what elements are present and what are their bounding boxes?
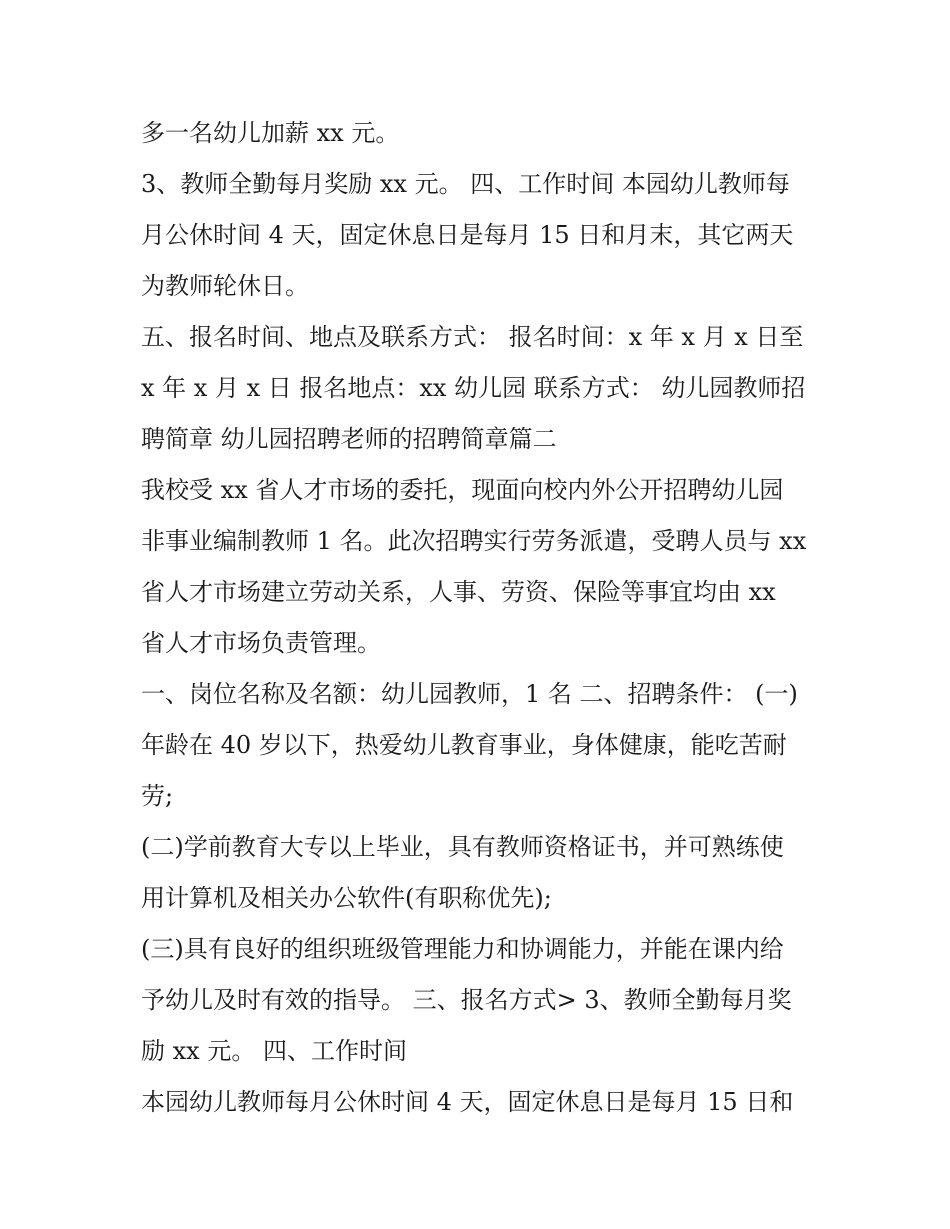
text-line: x 年 x 月 x 日 报名地点：xx 幼儿园 联系方式： 幼儿园教师招 xyxy=(141,374,806,402)
text-line: 年龄在 40 岁以下，热爱幼儿教育事业，身体健康，能吃苦耐 xyxy=(141,731,787,759)
text-line: (二)学前教育大专以上毕业，具有教师资格证书，并可熟练使 xyxy=(141,833,784,861)
text-line: 省人才市场负责管理。 xyxy=(141,629,381,657)
text-line: 聘简章 幼儿园招聘老师的招聘简章篇二 xyxy=(141,425,557,453)
text-line: 3、教师全勤每月奖励 xx 元。 四、工作时间 本园幼儿教师每 xyxy=(141,170,790,198)
text-line: 劳; xyxy=(141,782,174,810)
text-line: 非事业编制教师 1 名。此次招聘实行劳务派遣，受聘人员与 xx xyxy=(141,527,807,555)
text-line: 为教师轮休日。 xyxy=(141,272,309,300)
text-line: 予幼儿及时有效的指导。 三、报名方式> 3、教师全勤每月奖 xyxy=(141,986,792,1014)
text-line: 月公休时间 4 天，固定休息日是每月 15 日和月末，其它两天 xyxy=(141,221,794,249)
text-line: 用计算机及相关办公软件(有职称优先); xyxy=(141,884,552,912)
text-line: (三)具有良好的组织班级管理能力和协调能力，并能在课内给 xyxy=(141,935,784,963)
document-body xyxy=(141,108,821,1128)
text-line: 励 xx 元。 四、工作时间 xyxy=(141,1037,407,1065)
text-line: 一、岗位名称及名额：幼儿园教师，1 名 二、招聘条件： (一) xyxy=(141,680,798,708)
text-line: 本园幼儿教师每月公休时间 4 天，固定休息日是每月 15 日和 xyxy=(141,1088,794,1116)
text-line: 省人才市场建立劳动关系，人事、劳资、保险等事宜均由 xx xyxy=(141,578,776,606)
text-line: 五、报名时间、地点及联系方式： 报名时间：x 年 x 月 x 日至 xyxy=(141,323,804,351)
text-line: 多一名幼儿加薪 xx 元。 xyxy=(141,119,400,147)
text-line: 我校受 xx 省人才市场的委托，现面向校内外公开招聘幼儿园 xyxy=(141,476,784,504)
